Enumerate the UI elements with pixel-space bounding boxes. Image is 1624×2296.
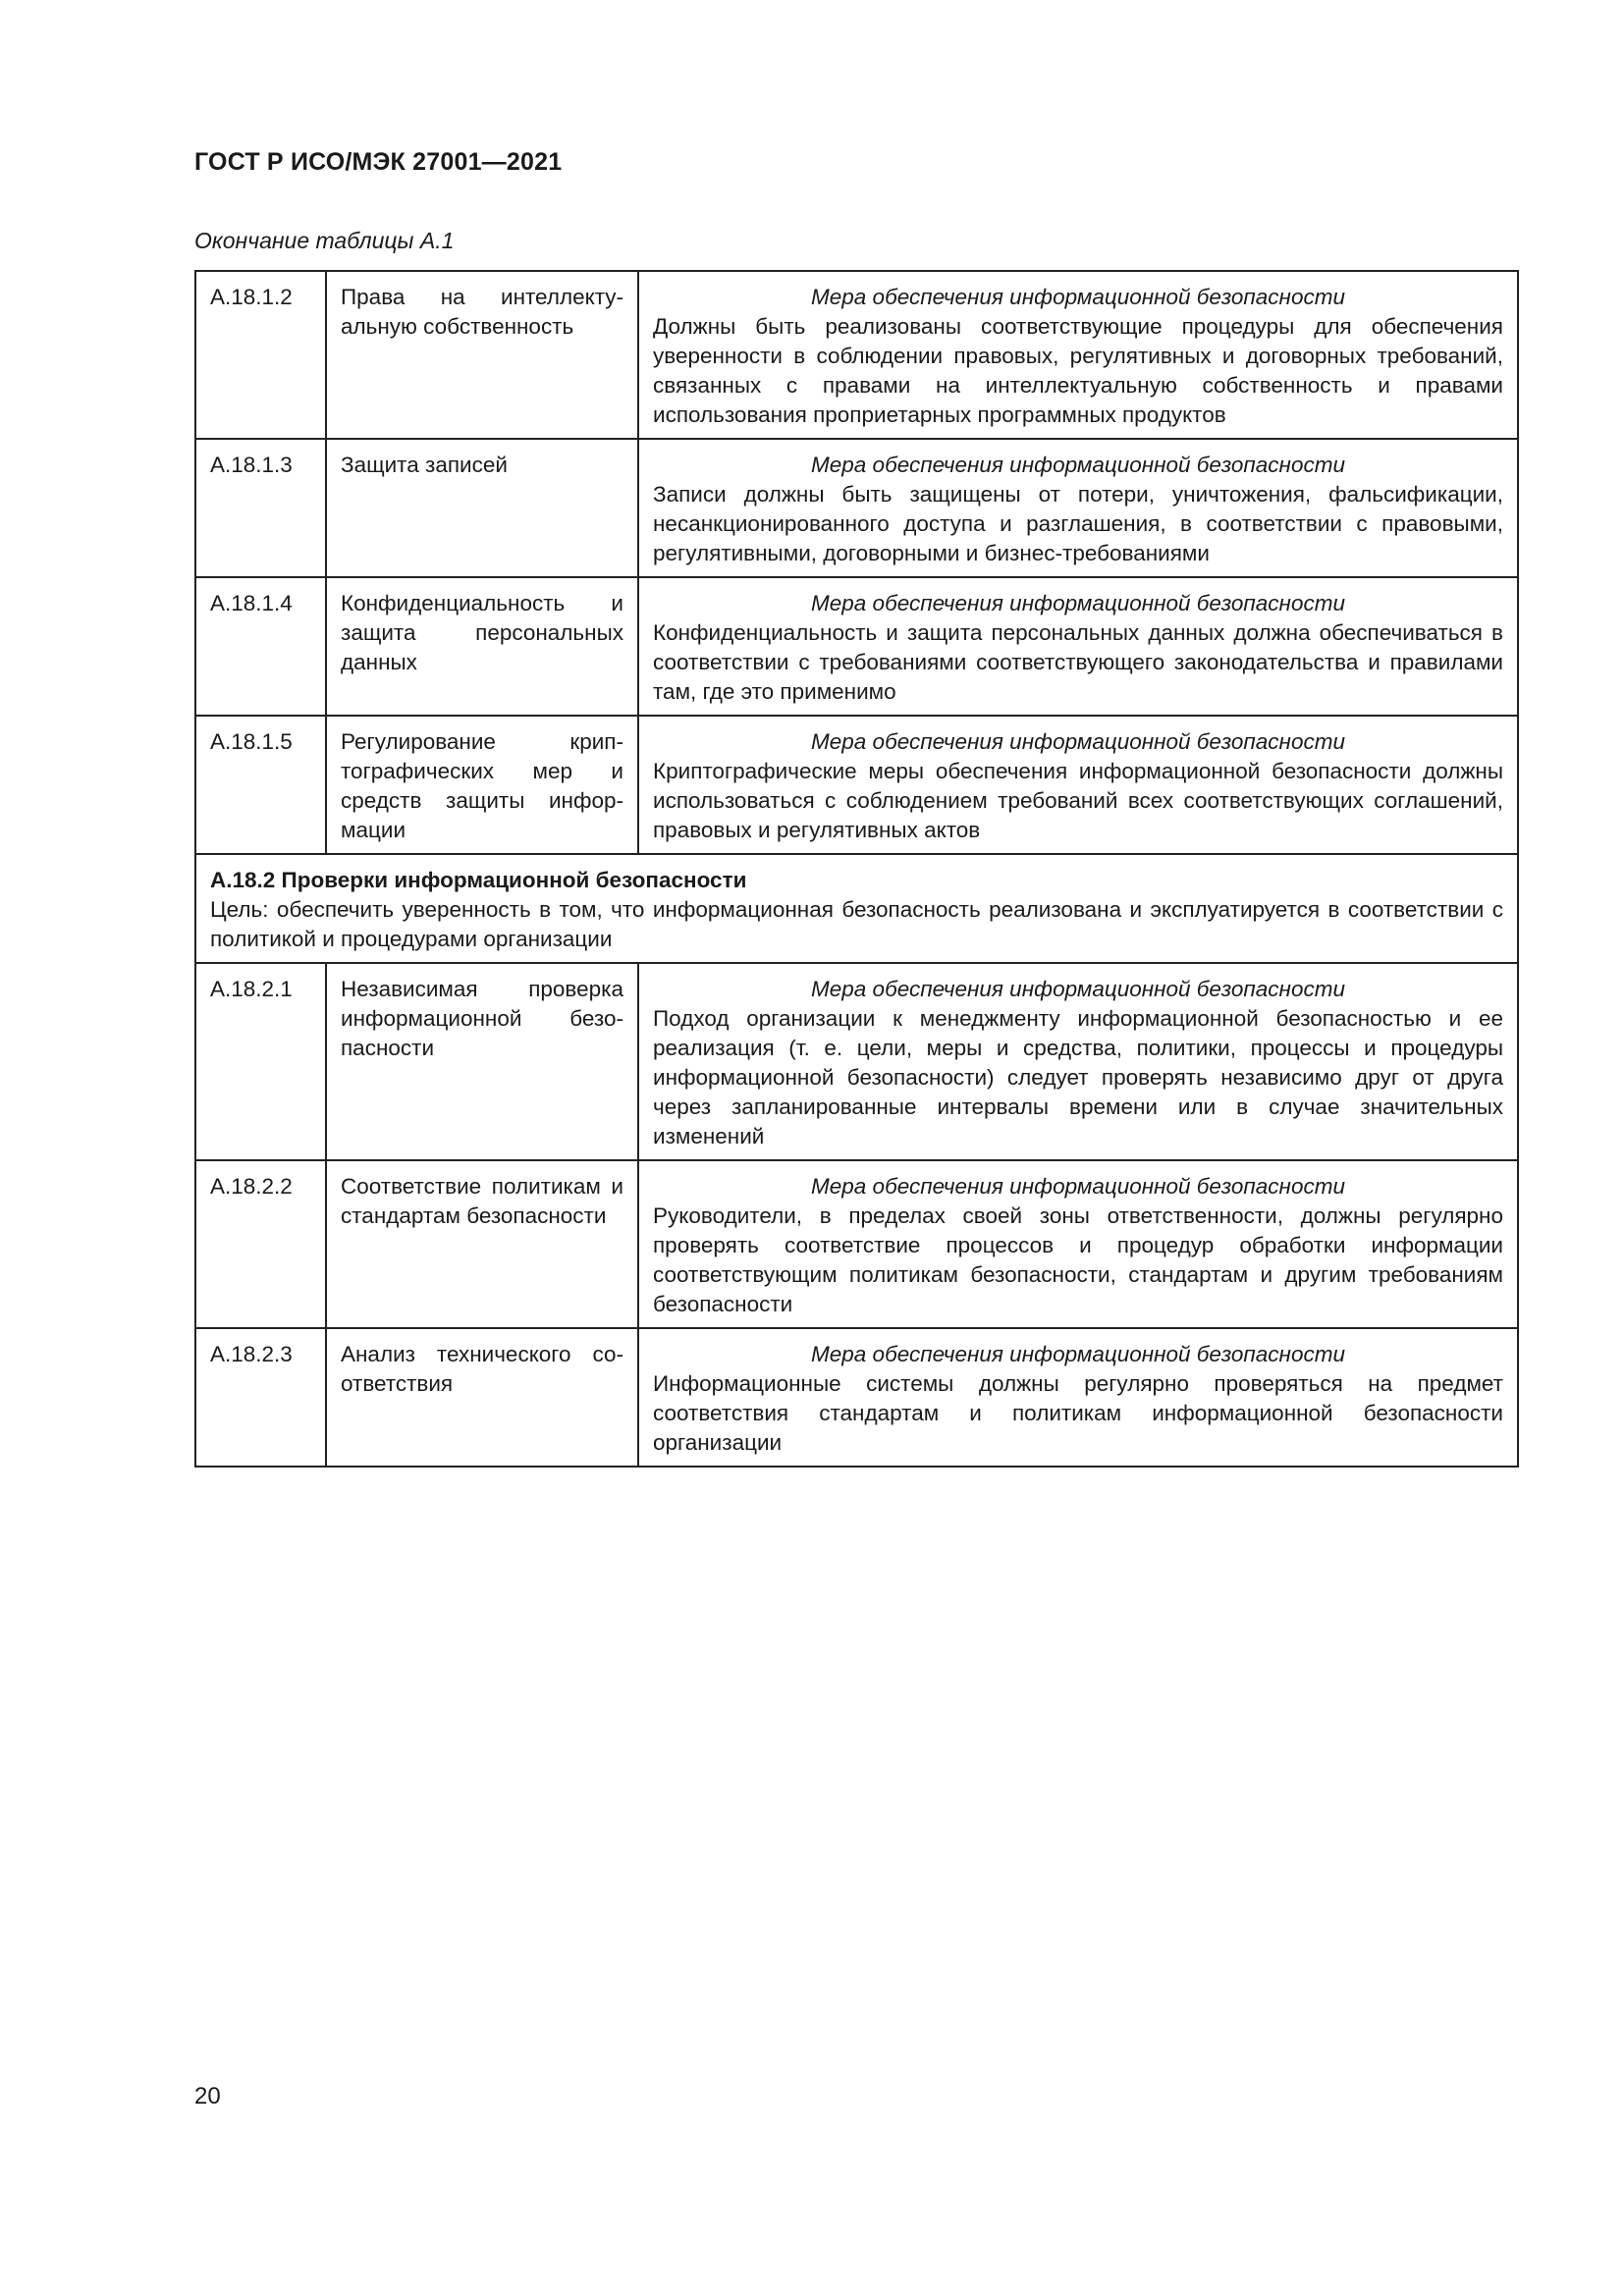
control-id: А.18.1.2: [195, 271, 326, 439]
table-caption: Окончание таблицы А.1: [194, 228, 455, 253]
table-row: [195, 577, 1518, 716]
table-row: [195, 439, 1518, 577]
control-id: А.18.1.5: [195, 716, 326, 854]
measure-label: Мера обеспечения информационной безопасности: [811, 285, 1345, 309]
table-row: [195, 271, 1518, 439]
section-title: А.18.2 Проверки информационной безопасности: [210, 868, 747, 892]
control-description: [638, 577, 1518, 716]
control-id: А.18.1.4: [195, 577, 326, 716]
measure-text: Подход организации к менеджменту информационной безопасностью и ее реализация (т. е. цели, меры и средства, политики, процессы и процедуры информационной безопасности) следует проверять независимо друг от друга через запланированные интервалы времени или в случае значительных изменений: [653, 1006, 1503, 1148]
controls-table: [194, 270, 1519, 1468]
measure-label: Мера обеспечения информационной безопасности: [811, 591, 1345, 615]
measure-text: Криптографические меры обеспечения информационной безопасности должны использоваться с соблюдением требований всех соответствующих соглашений, правовых и регулятивных актов: [653, 759, 1503, 842]
control-name: Соответствие политикам и стандартам безопасности: [326, 1160, 638, 1328]
control-name: Конфиденциальность и защита персональных данных: [326, 577, 638, 716]
control-description: [638, 1160, 1518, 1328]
table-body: [195, 271, 1518, 1467]
measure-text: Информационные системы должны регулярно проверяться на предмет соответствия стандартам и политикам информационной безопасности организации: [653, 1371, 1503, 1455]
control-description: [638, 1328, 1518, 1467]
control-name: Анализ технического соответствия: [326, 1328, 638, 1467]
section-goal: Цель: обеспечить уверенность в том, что информационная безопасность реализована и эксплуатируется в соответствии с политикой и процедурами организации: [210, 897, 1503, 951]
control-id: А.18.2.2: [195, 1160, 326, 1328]
control-description: [638, 271, 1518, 439]
table-row: [195, 716, 1518, 854]
control-id: А.18.2.1: [195, 963, 326, 1160]
measure-label: Мера обеспечения информационной безопасности: [811, 729, 1345, 754]
measure-label: Мера обеспечения информационной безопасности: [811, 1174, 1345, 1199]
measure-text: Руководители, в пределах своей зоны ответственности, должны регулярно проверять соответствие процессов и процедур обработки информации соответствующим политикам безопасности, стандартам и другим требованиям безопасности: [653, 1203, 1503, 1316]
control-name: Права на интеллектуальную собственность: [326, 271, 638, 439]
control-description: [638, 963, 1518, 1160]
control-name: Независимая проверка информационной безопасности: [326, 963, 638, 1160]
control-description: [638, 716, 1518, 854]
control-name: Регулирование криптографических мер и средств защиты информации: [326, 716, 638, 854]
table-row: [195, 1160, 1518, 1328]
measure-text: Должны быть реализованы соответствующие процедуры для обеспечения уверенности в соблюдении правовых, регулятивных и договорных требований, связанных с правами на интеллектуальную собственность и правами использования проприетарных программных продуктов: [653, 314, 1503, 427]
section-cell: [195, 854, 1518, 963]
measure-text: Записи должны быть защищены от потери, уничтожения, фальсификации, несанкционированного доступа и разглашения, в соответствии с правовыми, регулятивными, договорными и бизнес-требованиями: [653, 482, 1503, 565]
measure-label: Мера обеспечения информационной безопасности: [811, 1342, 1345, 1366]
table-row: [195, 1328, 1518, 1467]
page-number: 20: [194, 2083, 221, 2109]
document-header: ГОСТ Р ИСО/МЭК 27001—2021: [194, 148, 563, 176]
measure-label: Мера обеспечения информационной безопасности: [811, 977, 1345, 1001]
measure-text: Конфиденциальность и защита персональных данных должна обеспечиваться в соответствии с требованиями соответствующего законодательства и правилами там, где это применимо: [653, 620, 1503, 704]
control-name: Защита записей: [326, 439, 638, 577]
section-row: [195, 854, 1518, 963]
control-id: А.18.1.3: [195, 439, 326, 577]
table-row: [195, 963, 1518, 1160]
control-description: [638, 439, 1518, 577]
measure-label: Мера обеспечения информационной безопасности: [811, 453, 1345, 477]
control-id: А.18.2.3: [195, 1328, 326, 1467]
